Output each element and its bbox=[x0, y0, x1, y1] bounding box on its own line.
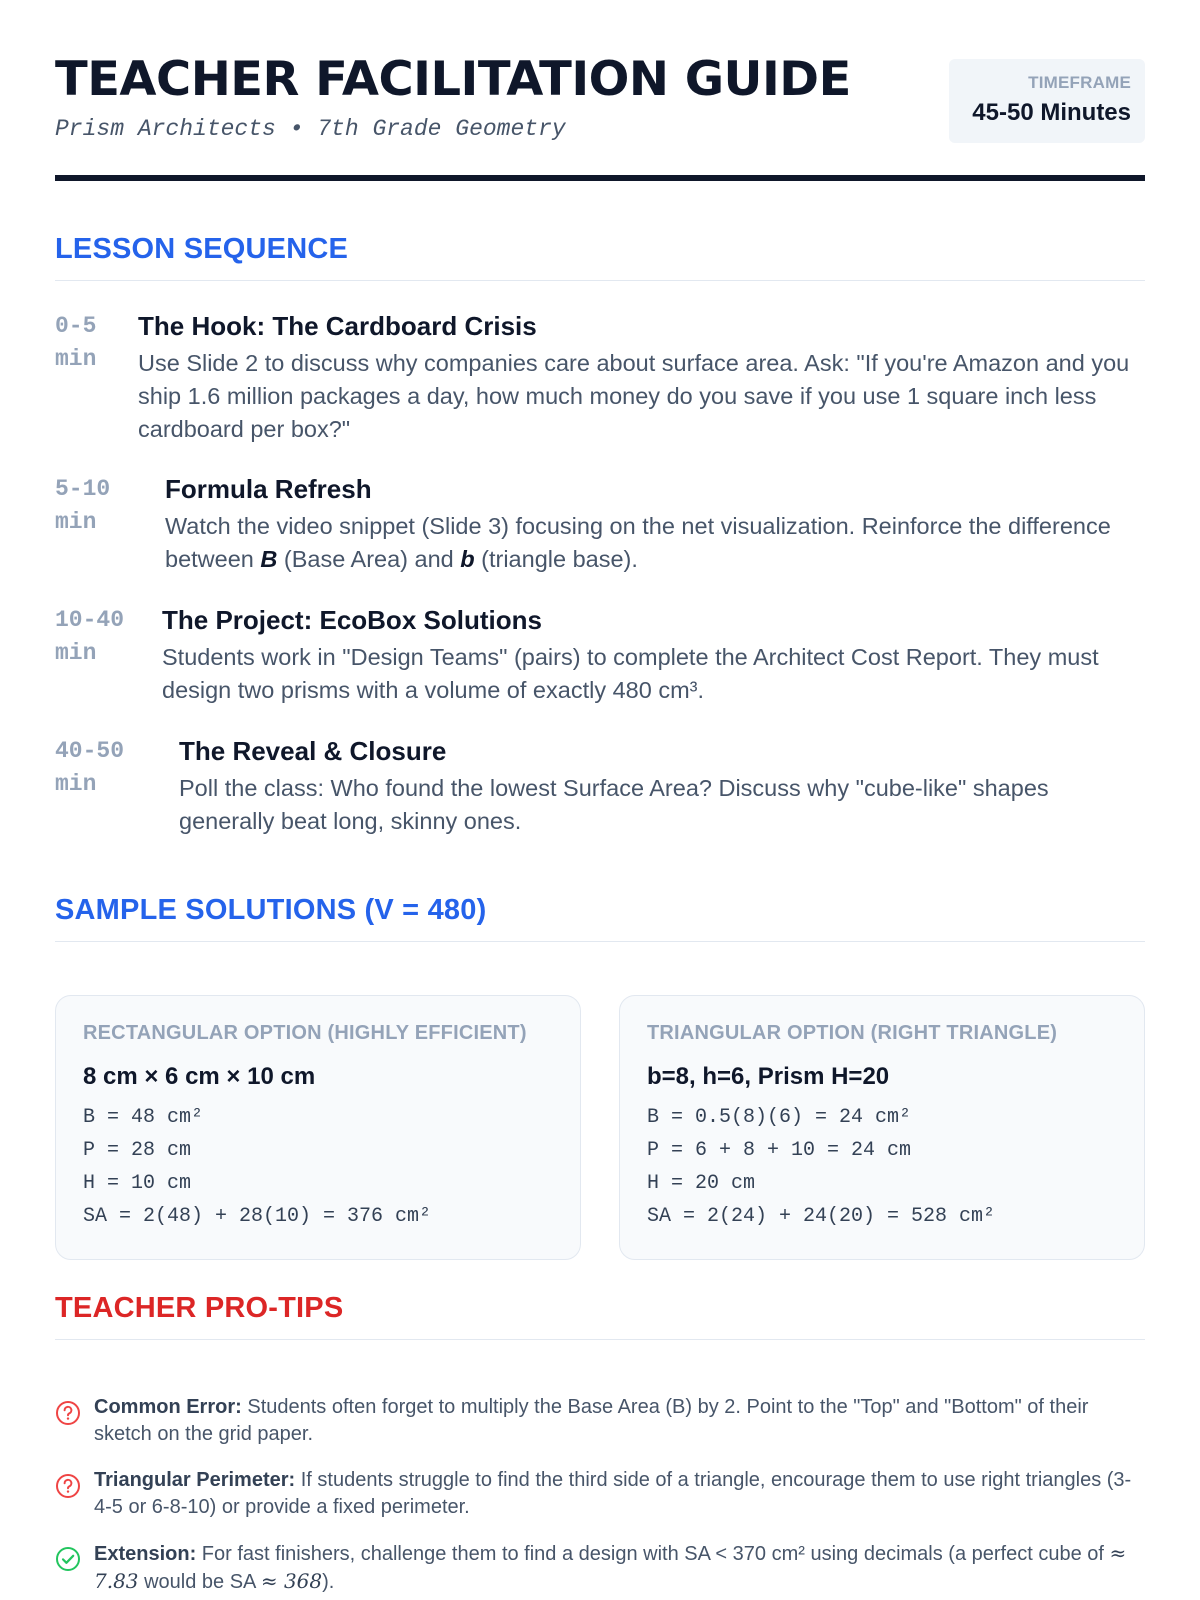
sequence-description: Poll the class: Who found the lowest Surface Area? Discuss why "cube-like" shapes generally beat long, skinny ones. bbox=[179, 775, 1049, 834]
sequence-title: Formula Refresh bbox=[165, 474, 372, 504]
tip-triangular-perimeter bbox=[55, 1467, 1145, 1521]
timeframe-value: 45-50 Minutes bbox=[972, 99, 1131, 126]
calc-line: P = 6 + 8 + 10 = 24 cm bbox=[647, 1139, 912, 1162]
sequence-body bbox=[162, 604, 1145, 707]
math-approx: ≈ 7.83 bbox=[94, 1541, 1127, 1593]
lesson-sequence-heading: LESSON SEQUENCE bbox=[55, 233, 1145, 281]
solution-card-triangular bbox=[619, 995, 1145, 1260]
card-label: TRIANGULAR OPTION (RIGHT TRIANGLE) bbox=[647, 1022, 1058, 1044]
timeframe-label: TIMEFRAME bbox=[1028, 73, 1131, 92]
sequence-description: Students work in "Design Teams" (pairs) to complete the Architect Cost Report. They must design two prisms with a volume of exactly 480 cm³. bbox=[162, 644, 1099, 703]
sequence-item-reveal bbox=[55, 735, 1145, 845]
sequence-description: Watch the video snippet (Slide 3) focusing on the net visualization. Reinforce the difference between B (Base Area) and b (triangle base). bbox=[165, 513, 1111, 572]
card-calculations bbox=[83, 1101, 553, 1233]
timeframe-badge bbox=[949, 59, 1145, 143]
sequence-body bbox=[165, 473, 1145, 576]
sample-solutions-heading: SAMPLE SOLUTIONS (V = 480) bbox=[55, 894, 1145, 942]
calc-line: B = 48 cm² bbox=[83, 1106, 204, 1129]
card-label: RECTANGULAR OPTION (HIGHLY EFFICIENT) bbox=[83, 1022, 527, 1044]
tip-text: Extension: For fast finishers, challenge them to find a design with SA < 370 cm² using decimals (a perfect cube of ≈ 7.83 would be SA ≈ 368). bbox=[94, 1541, 1127, 1593]
check-circle-icon bbox=[55, 1546, 81, 1572]
solution-card-rectangular bbox=[55, 995, 581, 1260]
sequence-description: Use Slide 2 to discuss why companies care about surface area. Ask: "If you're Amazon and you ship 1.6 million packages a day, how much money do you save if you use 1 square inch less cardboard per box?" bbox=[138, 350, 1130, 442]
sequence-item-project bbox=[55, 604, 1145, 714]
sequence-body bbox=[179, 735, 1145, 838]
sequence-item-formula-refresh bbox=[55, 473, 1145, 583]
calc-line: SA = 2(48) + 28(10) = 376 cm² bbox=[83, 1205, 432, 1228]
sequence-title: The Reveal & Closure bbox=[179, 736, 447, 766]
math-approx: ≈ 368 bbox=[260, 1569, 323, 1593]
sequence-time: 10-40 min bbox=[55, 607, 125, 666]
sequence-body bbox=[138, 310, 1145, 446]
page-header bbox=[55, 0, 1145, 182]
header-divider bbox=[55, 175, 1145, 181]
sequence-time: 5-10 min bbox=[55, 476, 111, 535]
tip-extension bbox=[55, 1540, 1145, 1596]
sequence-item-hook bbox=[55, 310, 1145, 450]
page-title: TEACHER FACILITATION GUIDE bbox=[55, 52, 851, 107]
sequence-time: 0-5 min bbox=[55, 313, 97, 372]
calc-line: H = 20 cm bbox=[647, 1172, 756, 1195]
calc-line: SA = 2(24) + 24(20) = 528 cm² bbox=[647, 1205, 996, 1228]
calc-line: H = 10 cm bbox=[83, 1172, 192, 1195]
tip-text: Common Error: Students often forget to multiply the Base Area (B) by 2. Point to the "Top" and "Bottom" of their sketch on the grid paper. bbox=[94, 1396, 1089, 1445]
sequence-title: The Project: EcoBox Solutions bbox=[162, 605, 542, 635]
tip-text: Triangular Perimeter: If students struggle to find the third side of a triangle, encourage them to use right triangles (3-4-5 or 6-8-10) or provide a fixed perimeter. bbox=[94, 1469, 1132, 1518]
page-subtitle: Prism Architects • 7th Grade Geometry bbox=[55, 116, 566, 142]
tip-common-error bbox=[55, 1394, 1145, 1448]
calc-line: P = 28 cm bbox=[83, 1139, 192, 1162]
question-circle-icon bbox=[55, 1400, 81, 1426]
card-calculations bbox=[647, 1101, 1117, 1233]
sequence-time: 40-50 min bbox=[55, 738, 125, 797]
calc-line: B = 0.5(8)(6) = 24 cm² bbox=[647, 1106, 912, 1129]
card-title: b=8, h=6, Prism H=20 bbox=[647, 1063, 890, 1090]
pro-tips-heading: TEACHER PRO-TIPS bbox=[55, 1292, 1145, 1340]
sequence-title: The Hook: The Cardboard Crisis bbox=[138, 311, 537, 341]
question-circle-icon bbox=[55, 1473, 81, 1499]
card-title: 8 cm × 6 cm × 10 cm bbox=[83, 1063, 316, 1090]
